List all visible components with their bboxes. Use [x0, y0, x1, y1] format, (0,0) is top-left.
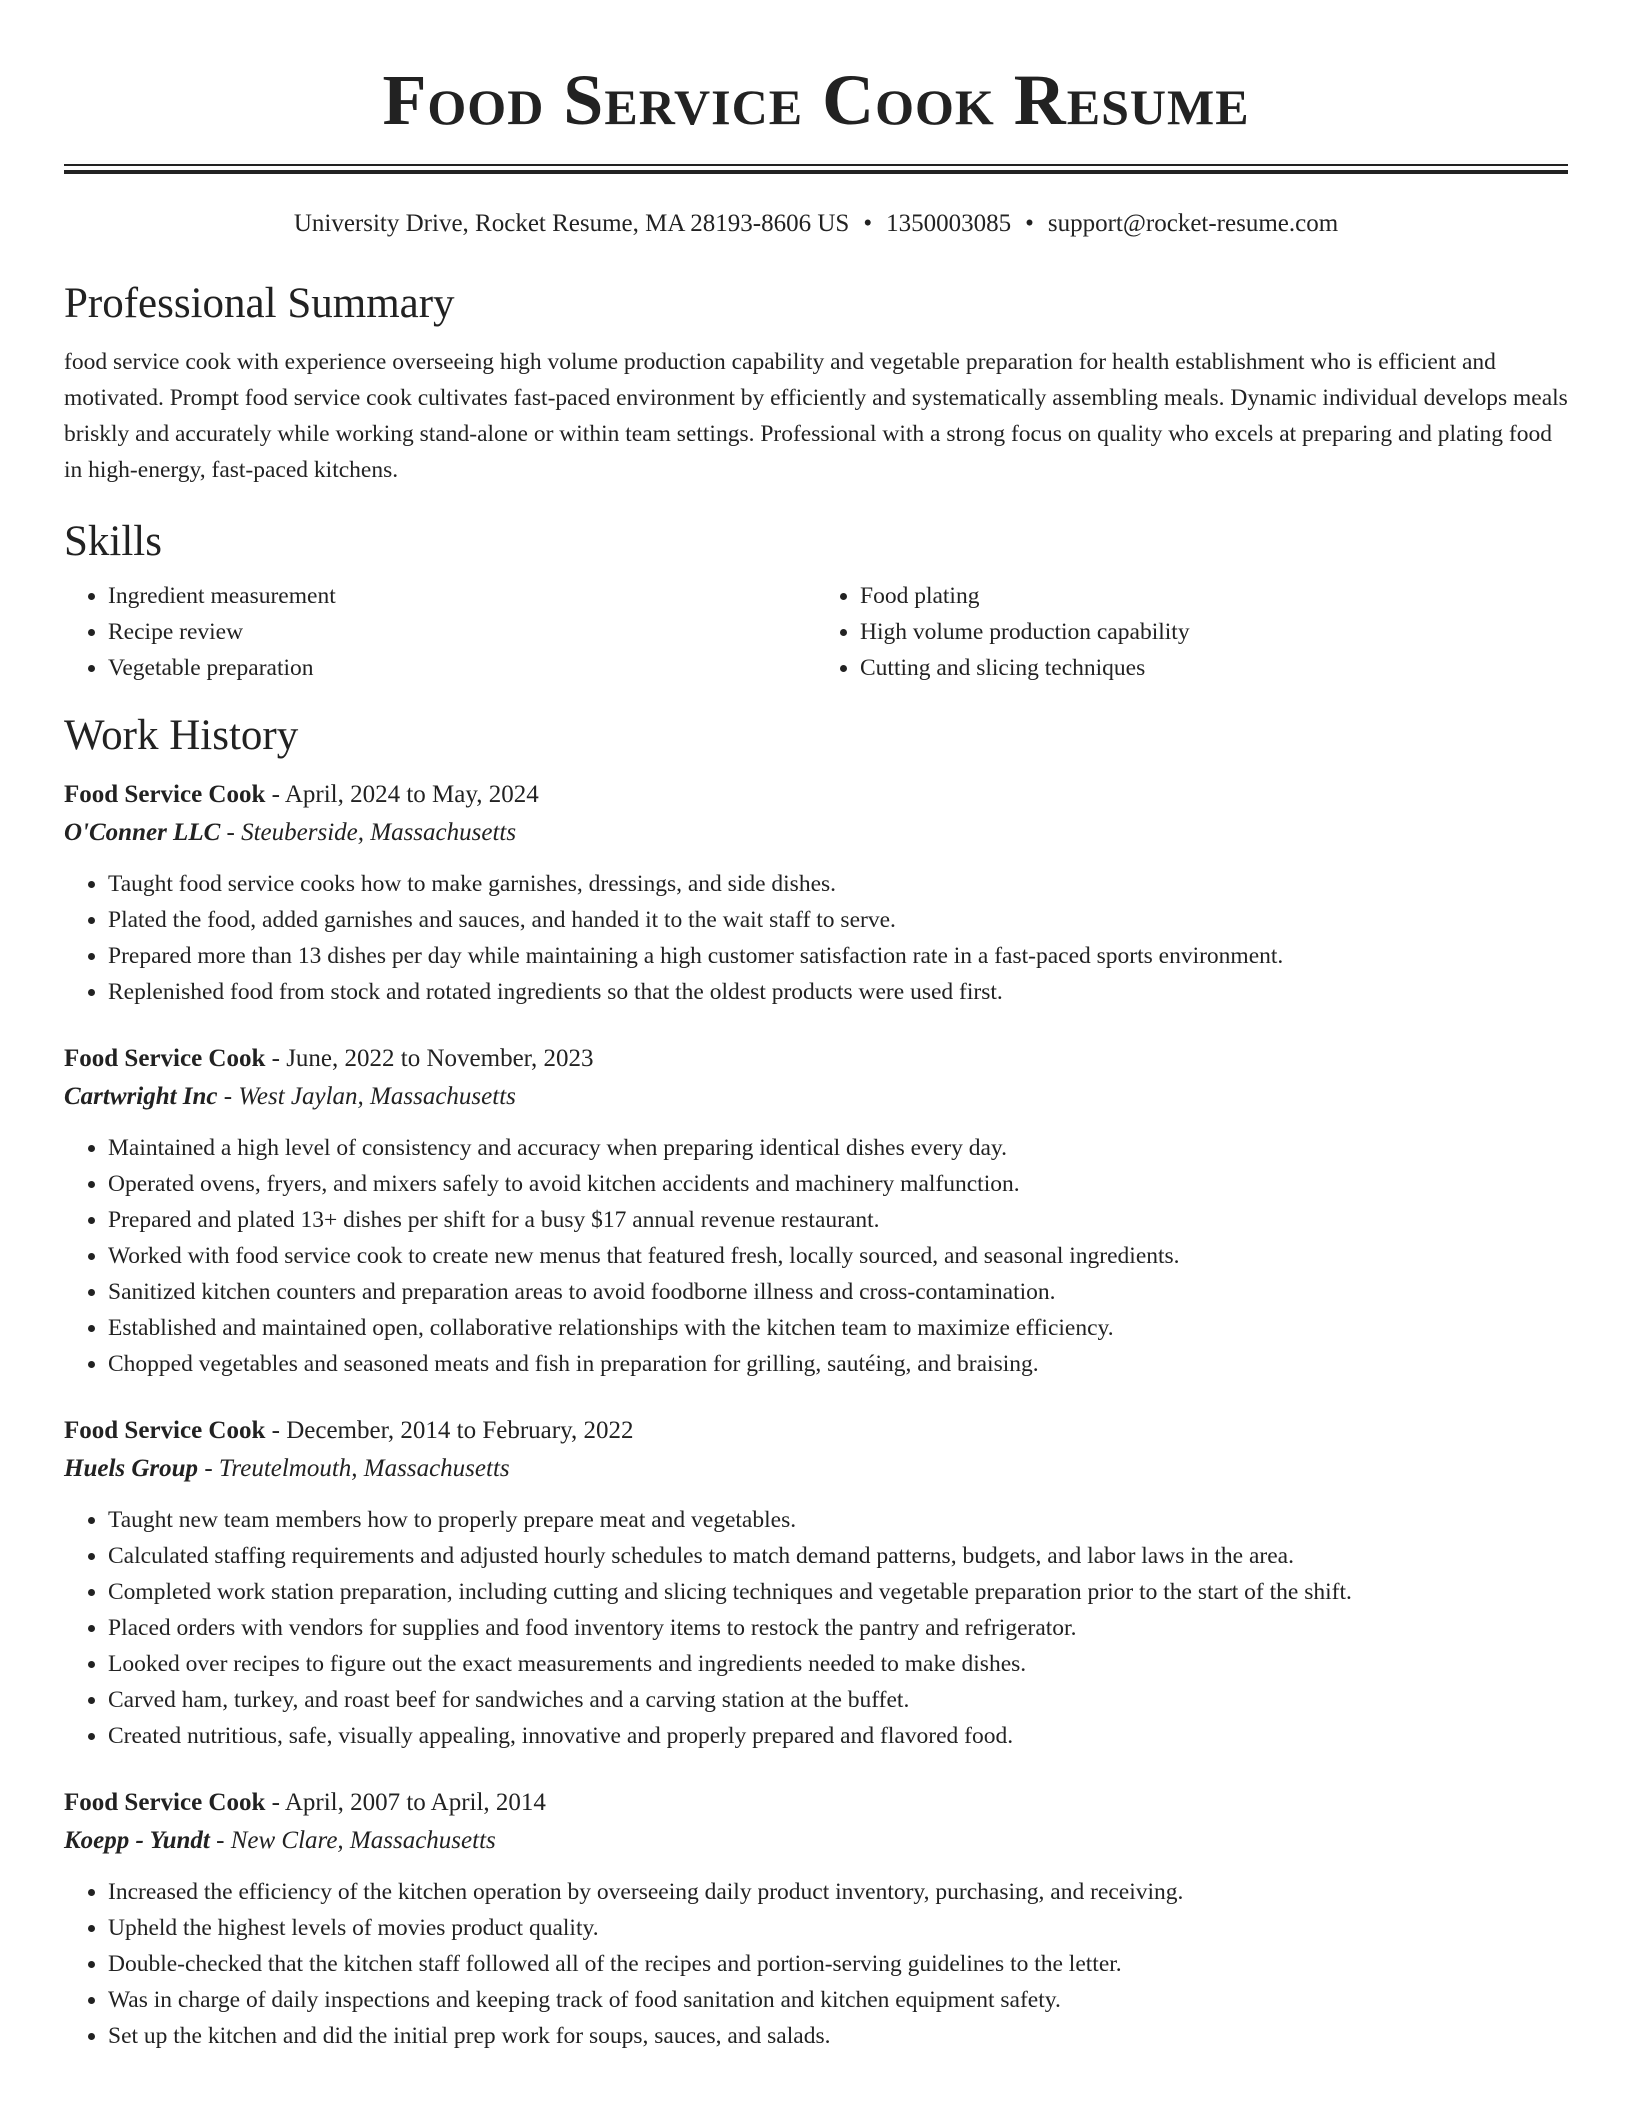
job-dates: December, 2014 to February, 2022	[286, 1417, 634, 1444]
contact-separator: •	[1025, 210, 1034, 237]
job-title-line	[64, 1040, 1568, 1078]
job-dates: April, 2024 to May, 2024	[284, 781, 539, 808]
job-location: New Clare, Massachusetts	[230, 1827, 496, 1854]
job-role: Food Service Cook	[64, 1045, 266, 1072]
job-dash: -	[198, 1455, 219, 1482]
title-divider	[64, 164, 1568, 174]
skills-heading: Skills	[64, 518, 162, 565]
job-role: Food Service Cook	[64, 781, 266, 808]
job-dash: -	[265, 1045, 287, 1072]
job-bullets	[64, 1874, 1568, 2054]
job-company-line	[64, 1450, 1568, 1488]
job-company: Koepp - Yundt	[64, 1827, 210, 1854]
job-dates: June, 2022 to November, 2023	[286, 1045, 594, 1072]
job-bullets	[64, 1130, 1568, 1382]
job-role: Food Service Cook	[64, 1789, 266, 1816]
skills-column-left	[64, 578, 816, 686]
job-title-line	[64, 1412, 1568, 1450]
summary-text: food service cook with experience overseeing high volume production capability and vegetable preparation for health establishment who is efficient and motivated. Prompt food service cook cultivates fast-paced environment by efficiently and systematically assembling meals. Dynamic individual develops meals briskly and accurately while working stand-alone or within team settings. Professional with a strong focus on quality who excels at preparing and plating food in high-energy, fast-paced kitchens.	[64, 349, 1568, 483]
job-bullets	[64, 866, 1568, 1010]
job-bullet: • Upheld the highest levels of movies product quality.	[108, 1910, 1568, 1946]
job-dash: -	[220, 819, 242, 846]
job-bullet: • Increased the efficiency of the kitchen operation by overseeing daily product inventory, purchasing, and receiving.	[108, 1874, 1568, 1910]
job-location: Treutelmouth, Massachusetts	[218, 1455, 510, 1482]
skill-item: • Vegetable preparation	[108, 650, 816, 686]
job-bullet: • Completed work station preparation, including cutting and slicing techniques and vegetable preparation prior to the start of the shift.	[108, 1574, 1568, 1610]
job-bullet: • Double-checked that the kitchen staff followed all of the recipes and portion-serving guidelines to the letter.	[108, 1946, 1568, 1982]
job-bullet: • Taught food service cooks how to make garnishes, dressings, and side dishes.	[108, 866, 1568, 902]
job-company: Cartwright Inc	[64, 1083, 218, 1110]
job-bullet: • Sanitized kitchen counters and preparation areas to avoid foodborne illness and cross-contamination.	[108, 1274, 1568, 1310]
job-company-line	[64, 814, 1568, 852]
job-bullet: • Taught new team members how to properly prepare meat and vegetables.	[108, 1502, 1568, 1538]
job-dash: -	[265, 781, 285, 808]
job-title-line	[64, 1784, 1568, 1822]
job-bullet: • Prepared and plated 13+ dishes per shift for a busy $17 annual revenue restaurant.	[108, 1202, 1568, 1238]
job-entry	[64, 1412, 1568, 1754]
job-bullet: • Was in charge of daily inspections and keeping track of food sanitation and kitchen equipment safety.	[108, 1982, 1568, 2018]
job-bullet: • Chopped vegetables and seasoned meats and fish in preparation for grilling, sautéing, and braising.	[108, 1346, 1568, 1382]
job-location: West Jaylan, Massachusetts	[238, 1083, 516, 1110]
job-dash: -	[265, 1789, 285, 1816]
skills-column-right	[816, 578, 1568, 686]
work-history-heading: Work History	[64, 712, 299, 759]
contact-phone: 1350003085	[886, 210, 1012, 237]
job-title-line	[64, 776, 1568, 814]
skill-item: • High volume production capability	[860, 614, 1568, 650]
job-bullet: • Created nutritious, safe, visually appealing, innovative and properly prepared and flavored food.	[108, 1718, 1568, 1754]
job-entry	[64, 1784, 1568, 2054]
job-dash: -	[265, 1417, 287, 1444]
skill-item: • Recipe review	[108, 614, 816, 650]
job-bullets	[64, 1502, 1568, 1754]
job-bullet: • Worked with food service cook to create new menus that featured fresh, locally sourced, and seasonal ingredients.	[108, 1238, 1568, 1274]
job-location: Steuberside, Massachusetts	[241, 819, 517, 846]
contact-separator: •	[863, 210, 873, 237]
job-entry	[64, 1040, 1568, 1382]
job-company: O'Conner LLC	[64, 819, 221, 846]
contact-address: University Drive, Rocket Resume, MA 28193-8606 US	[293, 210, 850, 237]
skill-item: • Ingredient measurement	[108, 578, 816, 614]
skill-item: • Cutting and slicing techniques	[860, 650, 1568, 686]
job-company-line	[64, 1078, 1568, 1116]
job-bullet: • Operated ovens, fryers, and mixers safely to avoid kitchen accidents and machinery malfunction.	[108, 1166, 1568, 1202]
job-entry	[64, 776, 1568, 1010]
summary-heading: Professional Summary	[64, 280, 455, 327]
contact-line	[64, 208, 1568, 240]
job-bullet: • Placed orders with vendors for supplies and food inventory items to restock the pantry and refrigerator.	[108, 1610, 1568, 1646]
job-bullet: • Established and maintained open, collaborative relationships with the kitchen team to maximize efficiency.	[108, 1310, 1568, 1346]
job-bullet: • Plated the food, added garnishes and sauces, and handed it to the wait staff to serve.	[108, 902, 1568, 938]
job-bullet: • Maintained a high level of consistency and accuracy when preparing identical dishes every day.	[108, 1130, 1568, 1166]
job-bullet: • Prepared more than 13 dishes per day while maintaining a high customer satisfaction rate in a fast-paced sports environment.	[108, 938, 1568, 974]
resume-title: Food Service Cook Resume	[382, 60, 1250, 140]
contact-email[interactable]: support@rocket-resume.com	[1047, 210, 1339, 237]
job-dates: April, 2007 to April, 2014	[284, 1789, 546, 1816]
job-dash: -	[209, 1827, 231, 1854]
job-dash: -	[217, 1083, 239, 1110]
job-bullet: • Looked over recipes to figure out the exact measurements and ingredients needed to make dishes.	[108, 1646, 1568, 1682]
job-role: Food Service Cook	[64, 1417, 266, 1444]
skills-list	[64, 578, 1568, 686]
job-company-line	[64, 1822, 1568, 1860]
job-bullet: • Replenished food from stock and rotated ingredients so that the oldest products were used first.	[108, 974, 1568, 1010]
job-bullet: • Carved ham, turkey, and roast beef for sandwiches and a carving station at the buffet.	[108, 1682, 1568, 1718]
job-bullet: • Set up the kitchen and did the initial prep work for soups, sauces, and salads.	[108, 2018, 1568, 2054]
job-bullet: • Calculated staffing requirements and adjusted hourly schedules to match demand patterns, budgets, and labor laws in the area.	[108, 1538, 1568, 1574]
skill-item: • Food plating	[860, 578, 1568, 614]
job-company: Huels Group	[64, 1455, 199, 1482]
